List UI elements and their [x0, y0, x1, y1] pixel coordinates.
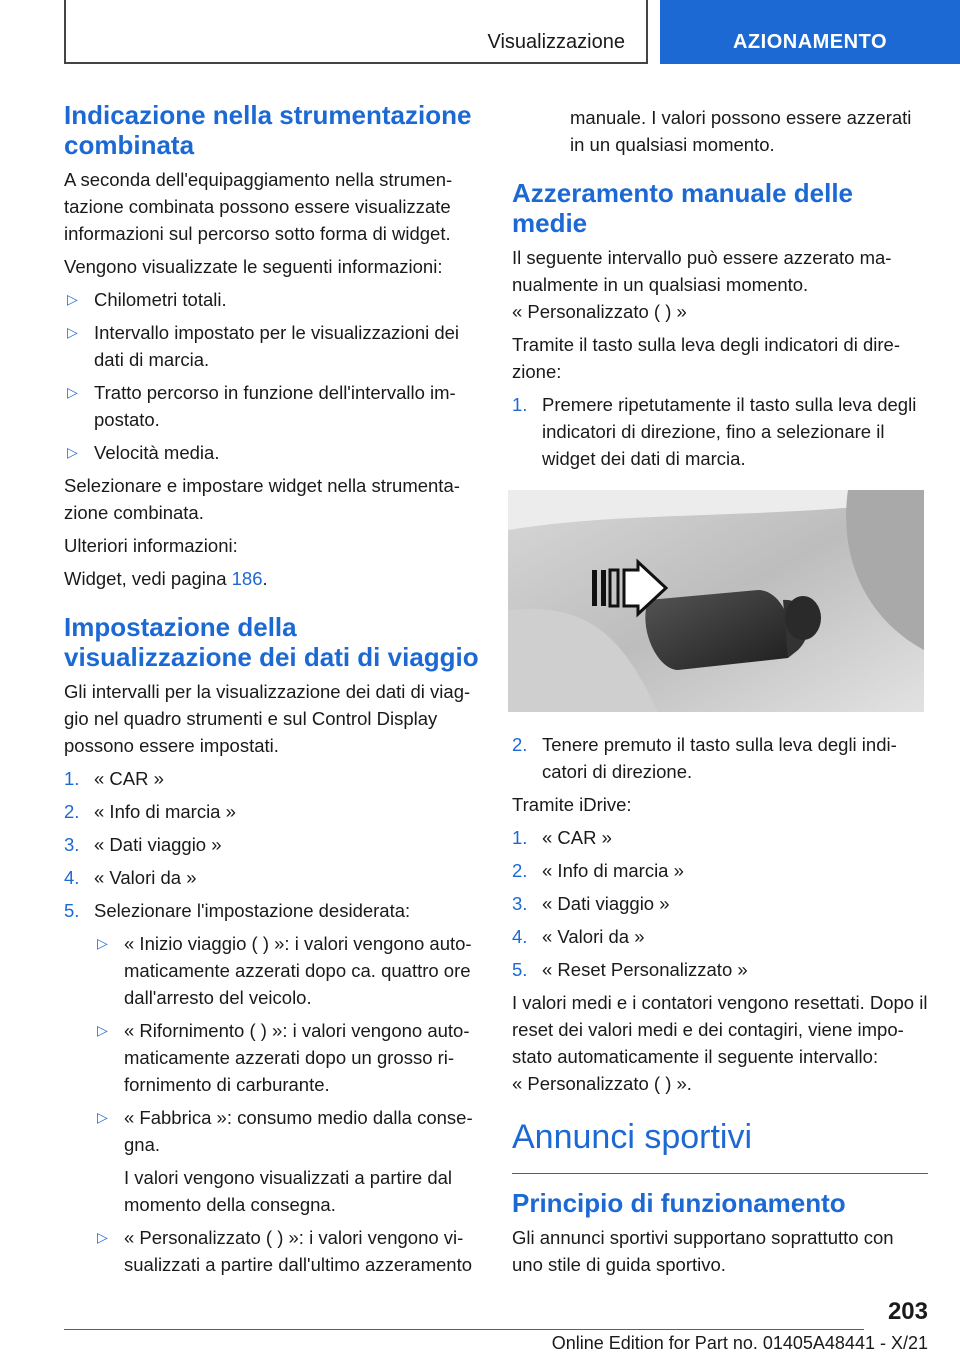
header-section-title: Visualizzazione [487, 31, 625, 53]
list-item: ▷ « Inizio viaggio ( ) »: i valori vengono auto-maticamente azzerati dopo ca. quattro ore dall'arresto del veicolo. [94, 930, 480, 1011]
triangle-bullet-icon: ▷ [97, 935, 108, 951]
triangle-bullet-icon: ▷ [97, 1022, 108, 1038]
paragraph: Vengono visualizzate le seguenti informazioni: [64, 256, 443, 277]
header-chapter-tab[interactable]: AZIONAMENTO [660, 0, 960, 64]
list-item: 2. « Info di marcia » [64, 801, 236, 822]
list-item: 1. « CAR » [64, 768, 164, 789]
list-item: 4. « Valori da » [512, 926, 645, 947]
heading-annunci-sportivi: Annunci sportivi [512, 1117, 928, 1174]
list-item: 4. « Valori da » [64, 867, 197, 888]
paragraph: I valori medi e i contatori vengono resettati. Dopo il reset dei valori medi e dei contagiri, viene impo-stato automaticamente il seguente intervallo: [512, 992, 928, 1067]
list-item: ▷ « Fabbrica »: consumo medio dalla conse-gna. I valori vengono visualizzati a partire dal momento della consegna. [94, 1104, 480, 1218]
heading-impostazione: Impostazione della visualizzazione dei dati di viaggio [64, 612, 479, 672]
turn-signal-lever-image [508, 490, 924, 712]
triangle-bullet-icon: ▷ [67, 444, 78, 460]
paragraph: A seconda dell'equipaggiamento nella strumen-tazione combinata possono essere visualizzate informazioni sul percorso sotto forma di widget. [64, 169, 453, 244]
list-item: 1. Premere ripetutamente il tasto sulla leva degli indicatori di direzione, fino a selezionare il widget dei dati di marcia. [512, 394, 917, 469]
triangle-bullet-icon: ▷ [97, 1229, 108, 1245]
bullet-list [64, 286, 480, 466]
paragraph: Tramite il tasto sulla leva degli indicatori di dire-zione: [512, 334, 900, 382]
paragraph: Tramite iDrive: [512, 794, 632, 815]
triangle-bullet-icon: ▷ [67, 291, 78, 307]
numbered-list [64, 765, 480, 924]
numbered-list [512, 731, 928, 785]
heading-principio: Principio di funzionamento [512, 1188, 846, 1218]
list-item: 3. « Dati viaggio » [64, 834, 222, 855]
footer-divider [64, 1329, 864, 1330]
list-item: ▷ Velocità media. [64, 439, 480, 466]
list-item: 2. Tenere premuto il tasto sulla leva degli indi-catori di direzione. [512, 734, 897, 782]
heading-azzeramento: Azzeramento manuale delle medie [512, 178, 853, 238]
list-item: 5. Selezionare l'impostazione desiderata: [64, 900, 411, 921]
numbered-list [512, 824, 928, 983]
list-item: 3. « Dati viaggio » [512, 893, 670, 914]
list-item: ▷ « Rifornimento ( ) »: i valori vengono auto-maticamente azzerati dopo un grosso ri-fornimento di carburante. [94, 1017, 480, 1098]
paragraph-widget-ref: Widget, vedi pagina 186. [64, 568, 268, 589]
list-item: 5. « Reset Personalizzato » [512, 959, 748, 980]
triangle-bullet-icon: ▷ [97, 1109, 108, 1125]
list-item: 2. « Info di marcia » [512, 860, 684, 881]
paragraph: Ulteriori informazioni: [64, 535, 238, 556]
page-number: 203 [887, 1298, 928, 1325]
paragraph: Gli annunci sportivi supportano soprattutto con uno stile di guida sportivo. [512, 1227, 894, 1275]
sub-note: I valori vengono visualizzati a partire dal momento della consegna. [124, 1167, 453, 1215]
paragraph-continued: manuale. I valori possono essere azzerati in un qualsiasi momento. [570, 107, 912, 155]
list-item: 1. « CAR » [512, 827, 612, 848]
left-column [64, 100, 480, 1284]
page-link[interactable]: 186 [231, 568, 263, 589]
list-item: ▷ Chilometri totali. [64, 286, 480, 313]
paragraph: « Personalizzato ( ) » [512, 301, 687, 322]
list-item: ▷ Tratto percorso in funzione dell'intervallo im-postato. [64, 379, 480, 433]
paragraph: « Personalizzato ( ) ». [512, 1073, 692, 1094]
right-column [512, 104, 928, 1284]
list-item: ▷ « Personalizzato ( ) »: i valori vengono vi-sualizzati a partire dall'ultimo azzeramento [94, 1224, 480, 1278]
footer-edition: Online Edition for Part no. 01405A48441 - X/21 [551, 1333, 928, 1353]
triangle-bullet-icon: ▷ [67, 324, 78, 340]
sub-bullet-list [64, 930, 480, 1278]
list-item: ▷ Intervallo impostato per le visualizzazioni dei dati di marcia. [64, 319, 480, 373]
paragraph: Selezionare e impostare widget nella strumenta-zione combinata. [64, 475, 460, 523]
triangle-bullet-icon: ▷ [67, 384, 78, 400]
paragraph: Gli intervalli per la visualizzazione dei dati di viag-gio nel quadro strumenti e sul Control Display possono essere impostati. [64, 681, 471, 756]
paragraph: Il seguente intervallo può essere azzerato ma-nualmente in un qualsiasi momento. [512, 247, 892, 295]
heading-indicazione: Indicazione nella strumentazione combinata [64, 100, 472, 160]
numbered-list [512, 391, 928, 472]
